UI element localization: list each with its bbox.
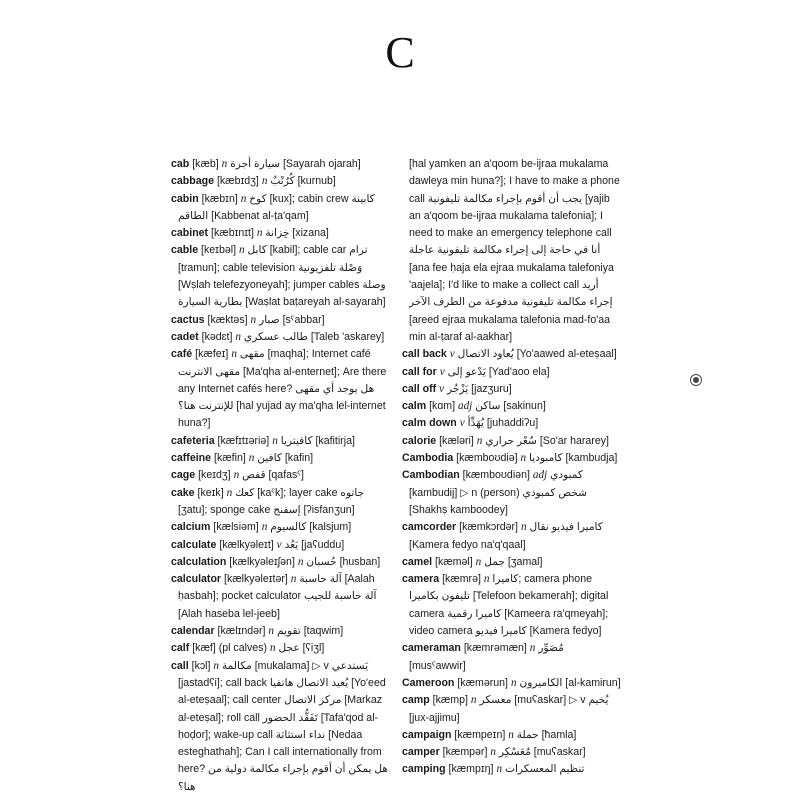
entry-definition: كابل [kabil]; cable car ترام [tramun]; cable television وَصْلة تلفزيونية [Wṣlah telefezyoneyah]; jumper cables وصلة بطارية السيارة [Waṣlat baṭareyah al-sayarah] — [178, 244, 386, 309]
dictionary-entry — [171, 156, 391, 173]
entry-headword: calcium — [171, 521, 211, 534]
dictionary-entry — [402, 744, 622, 761]
dictionary-entry — [402, 467, 622, 519]
entry-definition: كعك [kaˤk]; layer cake جاتوه [ʒatu]; sponge cake إسفنج [ʔisfanʒun] — [178, 486, 365, 516]
dictionary-entry — [402, 519, 622, 554]
entry-pronunciation: [kælkyəleɪʃən] — [229, 555, 295, 568]
entry-part-of-speech: n — [483, 573, 490, 586]
entry-headword: cafeteria — [171, 434, 215, 447]
entry-definition: كُرُنْبٌ [kurnub] — [270, 175, 336, 188]
entry-part-of-speech: n — [290, 573, 297, 586]
dictionary-entry — [402, 415, 622, 432]
entry-headword: calorie — [402, 434, 437, 447]
entry-pronunciation: [kɑm] — [429, 400, 456, 413]
entry-definition: معسكر [muʕaskar] ▷ v يُخيم [jux-ajjimu] — [409, 694, 609, 724]
entry-headword: camera — [402, 573, 440, 586]
entry-part-of-speech: adj — [532, 469, 548, 482]
entry-definition: كوخ [kux]; cabin crew كابينة الطاقم [Kabbenat al-ṭa'qam] — [178, 192, 375, 222]
entry-definition: مقهى [maqha]; Internet café مقهى الانترنت [Ma'qha al-enternet]; Are there any Internet cafés here? هل يوجد أي مقهى للإنترنت هنا؟ [hal yujad ay ma'qha lel-internet huna?] — [178, 348, 387, 430]
entry-pronunciation: [kæmpeɪn] — [454, 728, 506, 741]
entry-headword: calculation — [171, 555, 227, 568]
entry-headword: cable — [171, 244, 199, 257]
entry-definition: الكاميرون [al-kamirun] — [519, 676, 621, 689]
dictionary-entry — [402, 761, 622, 778]
entry-headword: calendar — [171, 625, 215, 638]
entry-definition: خِزانة [xizana] — [265, 227, 329, 240]
entry-definition: حُسبان [husban] — [306, 555, 381, 568]
entry-part-of-speech: n — [231, 348, 237, 361]
entry-definition: طالب عسكري [Taleb 'askarey] — [243, 330, 385, 343]
entry-headword: calf — [171, 642, 190, 655]
dictionary-entry — [402, 381, 622, 398]
entry-part-of-speech: n — [297, 555, 304, 568]
dictionary-entry — [171, 554, 391, 571]
entry-headword: cadet — [171, 330, 199, 343]
dictionary-entry — [171, 623, 391, 640]
dictionary-entry — [402, 727, 622, 744]
entry-part-of-speech: n — [520, 521, 527, 534]
entry-definition: آلة حاسبة [Aalah ḥasbah]; pocket calculator آلة حاسبة للجيب [Alah haseba lel-jeeb] — [178, 573, 377, 620]
entry-pronunciation: [kæktəs] — [207, 313, 248, 326]
entry-pronunciation: [kɔl] — [191, 659, 211, 672]
dictionary-entry — [402, 450, 622, 467]
entry-part-of-speech: n — [475, 555, 482, 568]
entry-headword: cage — [171, 469, 196, 482]
entry-pronunciation: [keɪdʒ] — [198, 469, 231, 482]
entry-definition: صبار [sˤabbar] — [259, 313, 325, 326]
dictionary-entry — [402, 433, 622, 450]
entry-part-of-speech: n — [269, 642, 276, 655]
entry-pronunciation: [kæmrə] — [442, 573, 481, 586]
entry-headword: Cameroon — [402, 676, 455, 689]
entry-headword: camp — [402, 694, 430, 707]
dictionary-entry — [171, 571, 391, 623]
entry-headword: calm — [402, 400, 427, 413]
entry-definition: مُعَسْكِر [muʕaskar] — [498, 746, 586, 759]
entry-pronunciation: [kæfɪtɪəriə] — [217, 434, 270, 447]
entry-part-of-speech: n — [268, 625, 275, 638]
entry-part-of-speech: v — [276, 538, 282, 551]
entry-definition: كاميرا; camera phone تليفون بكاميرا [Telefoon bekamerah]; digital camera كاميرا رقمية [Kameera ra'qmeyah]; video camera كاميرا فيديو [Kamera fedyo] — [409, 573, 609, 638]
entry-pronunciation: [kæfeɪ] — [195, 348, 229, 361]
dictionary-entry — [171, 658, 391, 796]
dictionary-entry — [402, 571, 622, 640]
entry-definition: كاميرا فيديو نقال [Kamera fedyo na'q'qaal] — [409, 521, 603, 551]
dictionary-entry — [171, 329, 391, 346]
entry-definition: كالسيوم [kalsjum] — [270, 521, 352, 534]
dictionary-entry — [171, 433, 391, 450]
entry-headword: calm down — [402, 417, 457, 430]
entry-pronunciation: [kæfin] — [214, 452, 246, 465]
dictionary-entry — [171, 191, 391, 226]
entry-part-of-speech: n — [496, 763, 503, 776]
entry-part-of-speech: n — [238, 244, 245, 257]
entry-part-of-speech: n — [261, 521, 268, 534]
entry-part-of-speech: n — [256, 227, 263, 240]
entry-headword: Cambodia — [402, 452, 454, 465]
right-column — [402, 156, 622, 779]
dictionary-entry — [171, 173, 391, 190]
entry-headword: call for — [402, 365, 437, 378]
entry-definition: جمل [ʒamal] — [484, 555, 543, 568]
entry-part-of-speech: n — [490, 746, 496, 759]
dictionary-entry — [171, 225, 391, 242]
entry-pronunciation: [kæləri] — [439, 434, 474, 447]
left-column — [171, 156, 391, 796]
dictionary-entry — [402, 692, 622, 727]
entry-definition: سُعْر حراري [So'ar hararey] — [485, 434, 609, 447]
entry-part-of-speech: n — [248, 452, 255, 465]
entry-pronunciation: [kæməl] — [435, 555, 473, 568]
entry-pronunciation: [kælsiəm] — [213, 521, 259, 534]
entry-headword: caffeine — [171, 452, 212, 465]
dictionary-entry — [171, 346, 391, 432]
entry-definition: كافيتريا [kafitirja] — [280, 434, 355, 447]
entry-definition: مُصَوِّر [musˤawwir] — [409, 642, 564, 672]
entry-pronunciation: [kælɪndər] — [217, 625, 266, 638]
dictionary-entry — [402, 398, 622, 415]
dictionary-entry — [402, 554, 622, 571]
dictionary-entry — [171, 640, 391, 657]
entry-headword: camping — [402, 763, 446, 776]
entry-headword: café — [171, 348, 193, 361]
entry-pronunciation: [kæmpɪŋ] — [448, 763, 494, 776]
dictionary-entry — [402, 675, 622, 692]
entry-pronunciation: [kæf] (pl calves) — [192, 642, 267, 655]
entry-headword: cactus — [171, 313, 205, 326]
entry-headword: call — [171, 659, 189, 672]
entry-definition: كمبودي [kambudij] ▷ n (person) شخص كمبودي [Shakhṣ kamboodey] — [409, 469, 588, 516]
dictionary-entry — [402, 156, 622, 346]
entry-headword: cabbage — [171, 175, 214, 188]
entry-part-of-speech: v — [449, 348, 455, 361]
entry-headword: call off — [402, 382, 437, 395]
dictionary-entry — [171, 242, 391, 311]
entry-definition: تقويم [taqwim] — [276, 625, 344, 638]
entry-part-of-speech: n — [520, 452, 527, 465]
entry-part-of-speech: n — [476, 434, 483, 447]
entry-pronunciation: [kæmboʊdiə] — [456, 452, 518, 465]
entry-headword: camcorder — [402, 521, 457, 534]
entry-part-of-speech: n — [470, 694, 477, 707]
section-letter: C — [385, 28, 415, 77]
entry-part-of-speech: n — [240, 192, 247, 205]
entry-part-of-speech: adj — [457, 400, 473, 413]
entry-definition: مكالمة [mukalama] ▷ v يَستدعي [jastadʕi]; call back يُعيد الاتصال هاتفيا [Yo'eed al-eteṣaal]; call center مركز الاتصال [Markaz al-eteṣal]; roll call تَفَقُّد الحضور [Tafa'qod al-ḥoḍor]; wake-up call نداء استثاثة [Nedaa esteghathah]; Can I call internationally from here? هل يمكن أن أقوم بإجراء مكالمة دولية من هنا؟ — [178, 659, 388, 793]
dictionary-entry — [171, 312, 391, 329]
entry-part-of-speech: n — [235, 330, 241, 343]
entry-definition: يُهَدِّأ [juhaddiʔu] — [467, 417, 539, 430]
entry-definition: يَدْعو إلى [Yad'aoo ela] — [447, 365, 550, 378]
entry-definition: يَزْجُر [jazʒuru] — [447, 382, 512, 395]
entry-headword: calculate — [171, 538, 217, 551]
entry-pronunciation: [kælkyəleɪt] — [219, 538, 274, 551]
page-thumb-icon — [690, 374, 702, 386]
entry-part-of-speech: v — [439, 365, 445, 378]
entry-pronunciation: [kæmərun] — [457, 676, 508, 689]
entry-part-of-speech: n — [213, 659, 220, 672]
dictionary-entry — [171, 519, 391, 536]
entry-definition: حملة [ħamla] — [516, 728, 577, 741]
entry-headword: cameraman — [402, 642, 461, 655]
entry-part-of-speech: n — [508, 728, 514, 741]
entry-definition: سيارة أجرة [Sayarah ojarah] — [230, 158, 361, 170]
entry-definition: كافين [kafin] — [257, 452, 314, 465]
entry-pronunciation: [kədɛt] — [201, 330, 233, 343]
entry-definition: يُعاود الاتصال [Yo'aawed al-eteṣaal] — [457, 348, 617, 361]
entry-headword: cabin — [171, 192, 199, 205]
dictionary-entry — [171, 485, 391, 520]
entry-part-of-speech: v — [459, 417, 465, 430]
entry-part-of-speech: v — [439, 382, 445, 395]
dictionary-entry — [402, 346, 622, 363]
entry-definition: ساكن [sakinun] — [475, 400, 546, 413]
entry-part-of-speech: n — [510, 676, 517, 689]
entry-part-of-speech: n — [529, 642, 536, 655]
entry-part-of-speech: n — [233, 469, 240, 482]
entry-pronunciation: [keɪk] — [197, 486, 224, 499]
entry-part-of-speech: n — [261, 175, 268, 188]
entry-pronunciation: [keɪbəl] — [201, 244, 237, 257]
dictionary-entry — [171, 537, 391, 554]
entry-headword: cab — [171, 158, 190, 170]
entry-headword: cabinet — [171, 227, 209, 240]
entry-part-of-speech: n — [221, 158, 228, 170]
entry-headword: calculator — [171, 573, 222, 586]
entry-pronunciation: [kæmkɔrdər] — [459, 521, 519, 534]
dictionary-entry — [171, 450, 391, 467]
entry-pronunciation: [kæb] — [192, 158, 219, 170]
entry-definition: تنظيم المعسكرات — [505, 763, 585, 776]
entry-definition: كامبوديا [kambudja] — [529, 452, 618, 465]
dictionary-entry — [402, 640, 622, 675]
entry-pronunciation: [kæmboʊdiən] — [462, 469, 530, 482]
entry-headword: camper — [402, 746, 440, 759]
entry-pronunciation: [kæmpər] — [442, 746, 488, 759]
entry-pronunciation: [kæbɪn] — [201, 192, 238, 205]
entry-definition: [hal yamken an a'qoom be-ijraa mukalama dawleya min huna?]; I have to make a phone call يجب أن أقوم بإجراء مكالمة تليفونية [yajib an a'qoom be-ijraa mukalama talefonia]; I need to make an emergency telephone call أنا في حاجة إلى إجراء مكالمة تليفونية عاجلة [ana fee ḥaja ela ejraa mukalama talefoniya 'aajela]; I'd like to make a collect call أريد إجراء مكالمة تليفونية مدفوعة من الطرف الآخر [areed ejraa mukalama talefonia mad-fo'aa min al-ṭaraf al-aakhar] — [409, 158, 620, 343]
entry-pronunciation: [kæmrəmæn] — [463, 642, 527, 655]
dictionary-entry — [171, 467, 391, 484]
entry-headword: campaign — [402, 728, 452, 741]
entry-part-of-speech: n — [226, 486, 233, 499]
entry-definition: عجل [ʕiʒl] — [278, 642, 325, 655]
entry-definition: يَعُد [jaʕuddu] — [284, 538, 345, 551]
entry-headword: call back — [402, 348, 447, 361]
entry-part-of-speech: n — [250, 313, 257, 326]
entry-pronunciation: [kæbɪdʒ] — [216, 175, 259, 188]
entry-headword: cake — [171, 486, 195, 499]
dictionary-entry — [402, 364, 622, 381]
entry-headword: Cambodian — [402, 469, 460, 482]
entry-headword: camel — [402, 555, 433, 568]
entry-pronunciation: [kælkyəleɪtər] — [224, 573, 288, 586]
entry-definition: قفص [qafasˤ] — [242, 469, 304, 482]
entry-pronunciation: [kæbɪnɪt] — [211, 227, 254, 240]
entry-part-of-speech: n — [272, 434, 278, 447]
entry-pronunciation: [kæmp] — [432, 694, 468, 707]
